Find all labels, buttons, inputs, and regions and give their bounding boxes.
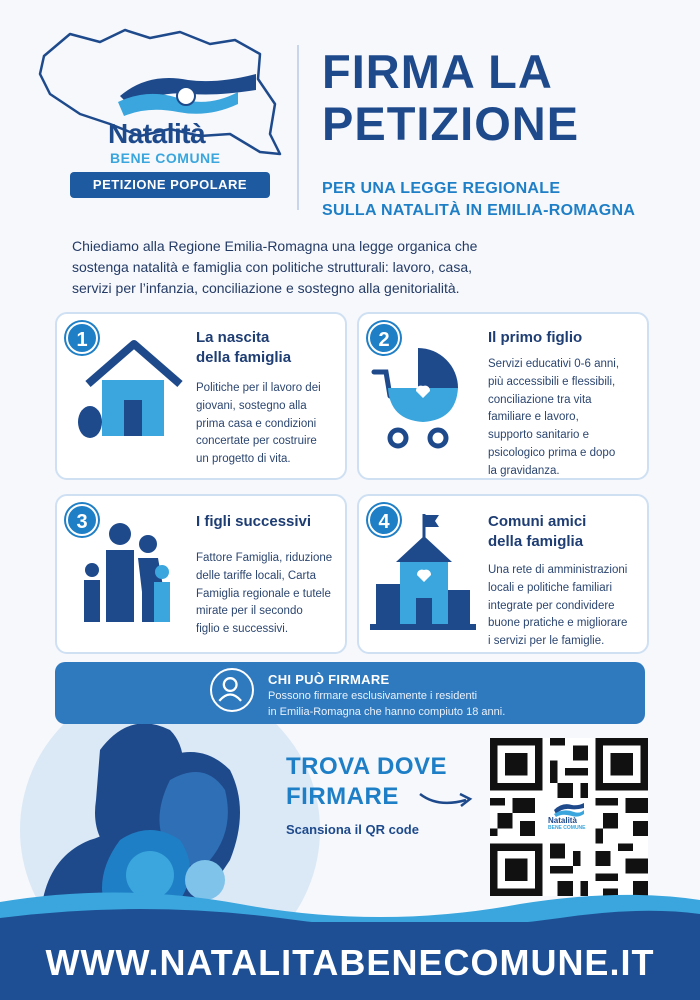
step-number: 1 bbox=[66, 322, 98, 354]
card-title-line: Comuni amici bbox=[488, 513, 587, 530]
card-text-line: Servizi educativi 0-6 anni, bbox=[488, 358, 620, 370]
card-title bbox=[488, 512, 586, 551]
intro-line: Chiediamo alla Regione Emilia-Romagna una legge organica che bbox=[72, 238, 478, 254]
who-title: CHI PUÒ FIRMARE bbox=[268, 672, 390, 687]
petition-badge: PETIZIONE POPOLARE bbox=[70, 172, 270, 198]
logo-title: Natalità bbox=[108, 118, 206, 149]
find-line: TROVA DOVE bbox=[286, 753, 448, 780]
card-text bbox=[488, 562, 646, 651]
card-text-line: supporto sanitario e bbox=[488, 429, 590, 442]
intro-line: sostenga natalità e famiglia con politiche strutturali: lavoro, casa, bbox=[72, 259, 472, 275]
stroller-icon bbox=[368, 340, 468, 450]
town-hall-icon bbox=[370, 512, 476, 632]
card-text-line: figlio e successivi. bbox=[196, 623, 289, 636]
card-text-line: locali e politiche familiari bbox=[488, 581, 612, 594]
intro-text bbox=[72, 236, 632, 299]
card-title-line: della famiglia bbox=[196, 348, 292, 366]
card-title bbox=[196, 328, 291, 367]
find-line: FIRMARE bbox=[286, 783, 399, 810]
card-text-line: Fattore Famiglia, riduzione bbox=[196, 552, 333, 564]
header-divider bbox=[297, 45, 299, 210]
house-icon bbox=[76, 338, 188, 440]
qr-logo-text: Natalità bbox=[548, 816, 577, 825]
card-text-line: buone pratiche e migliorare bbox=[488, 617, 628, 630]
card-text-line: giovani, sostegno alla bbox=[196, 399, 307, 412]
who-line: in Emilia-Romagna che hanno compiuto 18 anni. bbox=[268, 705, 506, 718]
card-text-line: psicologico prima e dopo bbox=[488, 447, 616, 460]
card-title: I figli successivi bbox=[196, 513, 312, 530]
step-number: 3 bbox=[66, 504, 98, 536]
card-text-line: più accessibili e flessibili, bbox=[488, 375, 616, 388]
qr-code[interactable] bbox=[490, 738, 648, 896]
card-text-line: delle tariffe locali, Carta bbox=[196, 569, 316, 582]
page-subtitle bbox=[322, 178, 692, 221]
user-icon bbox=[210, 668, 254, 712]
website-url[interactable]: WWW.NATALITABENECOMUNE.IT bbox=[45, 942, 655, 983]
card-text-line: Politiche per il lavoro dei bbox=[196, 382, 321, 394]
card-title-line: della famiglia bbox=[488, 532, 584, 550]
card-text-line: concertate per costruire bbox=[196, 435, 317, 448]
card-title: Il primo figlio bbox=[488, 329, 583, 346]
card-text bbox=[196, 550, 346, 639]
card-text-line: familiare e lavoro, bbox=[488, 411, 579, 424]
hands-baby-icon bbox=[118, 68, 258, 122]
qr-logo-sub: BENE COMUNE bbox=[548, 825, 586, 831]
family-icon bbox=[76, 522, 176, 626]
subtitle-line-1: PER UNA LEGGE REGIONALE bbox=[322, 180, 561, 197]
card-text-line: conciliazione tra vita bbox=[488, 393, 592, 406]
card-text-line: prima casa e condizioni bbox=[196, 417, 317, 430]
card-text-line: mirate per il secondo bbox=[196, 605, 303, 618]
card-text bbox=[488, 356, 646, 481]
card-text-line: integrate per condividere bbox=[488, 599, 615, 612]
who-line: Possono firmare esclusivamente i residenti bbox=[268, 690, 478, 702]
title-line-2: PETIZIONE bbox=[322, 96, 580, 150]
card-text bbox=[196, 380, 346, 469]
card-text-line: un progetto di vita. bbox=[196, 453, 291, 466]
card-text-line: Famiglia regionale e tutele bbox=[196, 587, 331, 600]
logo-subtitle: BENE COMUNE bbox=[110, 150, 221, 166]
find-subtitle: Scansiona il QR code bbox=[286, 822, 419, 837]
step-number: 4 bbox=[368, 504, 400, 536]
who-text bbox=[268, 689, 568, 721]
title-line-1: FIRMA LA bbox=[322, 45, 553, 98]
arrow-icon bbox=[418, 788, 474, 810]
subtitle-line-2: SULLA NATALITÀ IN EMILIA-ROMAGNA bbox=[322, 201, 636, 219]
page-title bbox=[322, 46, 682, 149]
card-text-line: la gravidanza. bbox=[488, 464, 560, 477]
intro-line: servizi per l’infanzia, conciliazione e sostegno alla genitorialità. bbox=[72, 280, 460, 296]
card-text-line: i servizi per le famiglie. bbox=[488, 635, 605, 648]
card-text-line: Una rete di amministrazioni bbox=[488, 564, 628, 576]
step-number: 2 bbox=[368, 322, 400, 354]
card-title-line: La nascita bbox=[196, 329, 270, 346]
